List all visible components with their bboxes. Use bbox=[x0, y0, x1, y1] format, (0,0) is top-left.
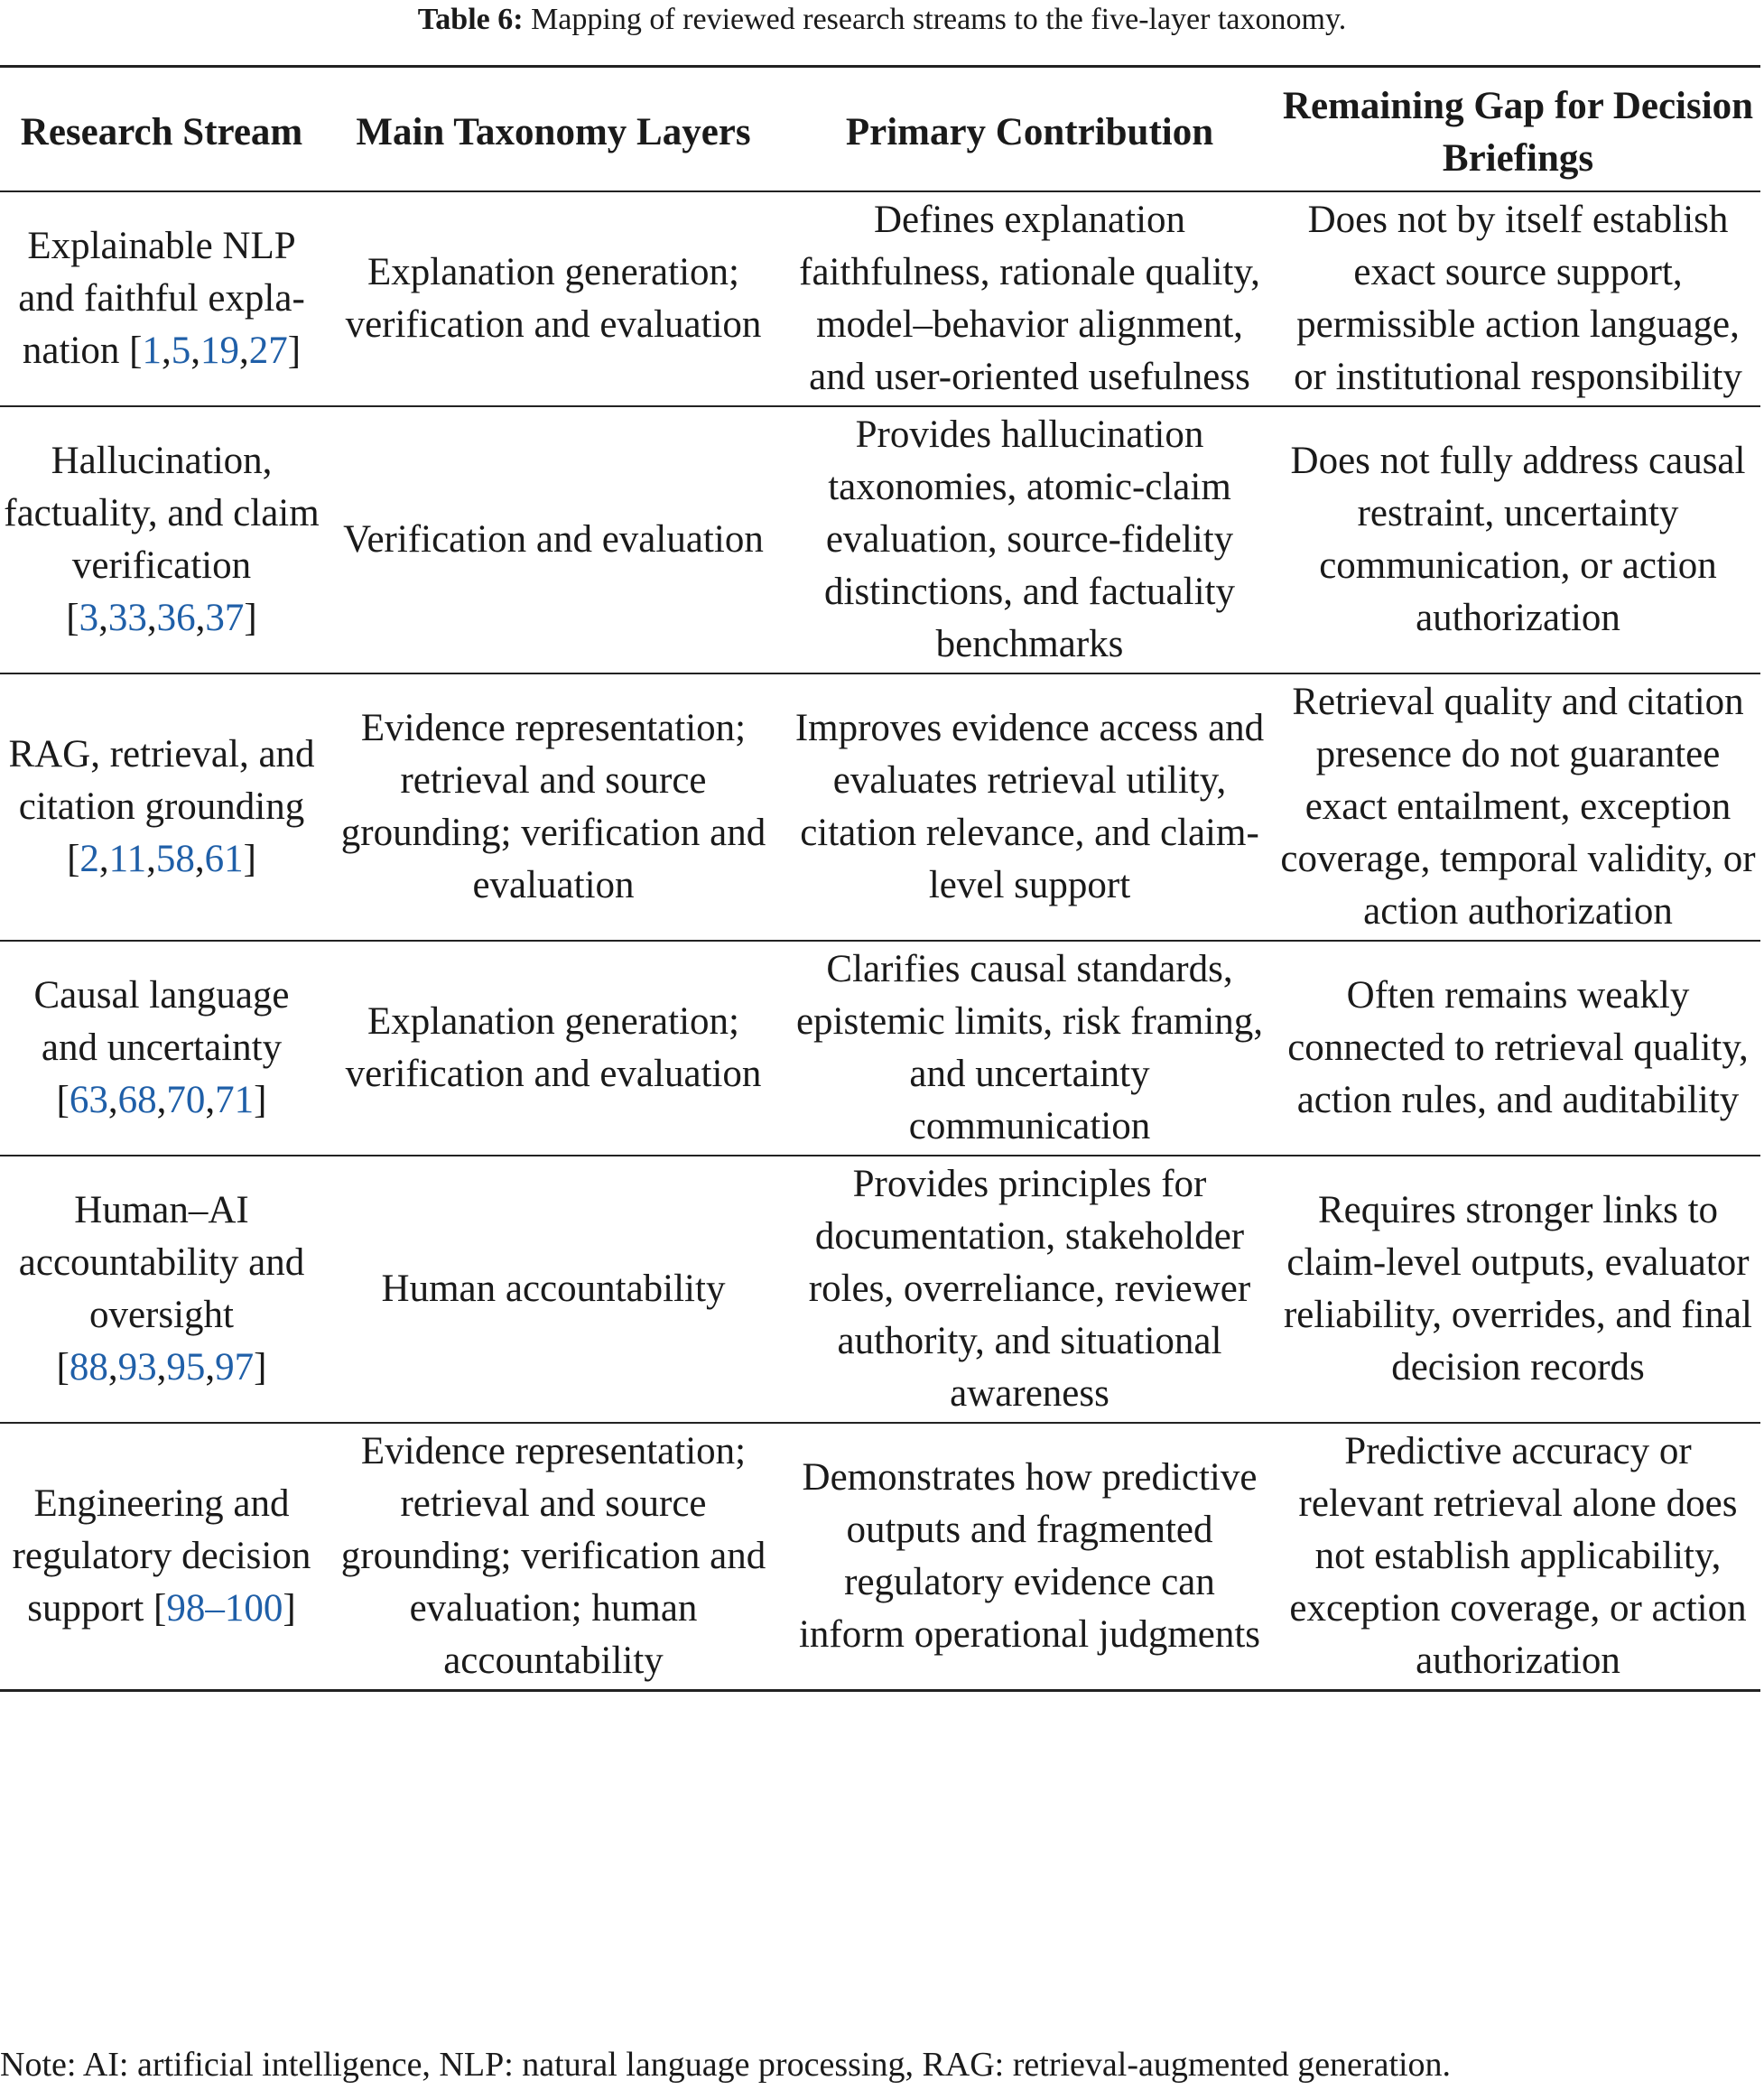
table-row bbox=[0, 406, 1760, 673]
cell-remaining-gap: Often remains weakly connected to retrieval quality, action rules, and auditability bbox=[1287, 974, 1749, 1121]
table-row bbox=[0, 1423, 1760, 1691]
stream-name: Explainable NLP and faithful explanation bbox=[18, 225, 305, 372]
citation-bracket-open: [ bbox=[153, 1587, 167, 1630]
cell-primary-contribution: Provides hallucination taxonomies, atomic-claim evaluation, source-fidelity distinctions, and factuality benchmarks bbox=[824, 413, 1235, 665]
cell-main-taxonomy-layers: Evidence representation; retrieval and source grounding; verification and evaluation; human accountability bbox=[340, 1430, 766, 1682]
cell-primary-contribution: Provides principles for documentation, stakeholder roles, overreliance, reviewer authority, and situational awareness bbox=[808, 1163, 1251, 1415]
table-row bbox=[0, 1156, 1760, 1423]
citation-link[interactable]: 2 bbox=[79, 838, 99, 880]
citation-link[interactable]: 61 bbox=[204, 838, 244, 880]
cell-main-taxonomy-layers: Explanation generation; verification and evaluation bbox=[345, 251, 762, 346]
taxonomy-table bbox=[0, 65, 1760, 1692]
citation-link[interactable]: 98–100 bbox=[166, 1587, 283, 1630]
citation-bracket-open: [ bbox=[56, 1079, 70, 1121]
cell-research-stream: Hallucination, factuality, and claim verification [3,33,36,37] bbox=[4, 440, 320, 639]
cell-research-stream: Explainable NLP and faithful explanation [1,5,19,27] bbox=[18, 225, 305, 372]
header-primary-contribution: Primary Contribution bbox=[845, 111, 1214, 153]
stream-name: Causal language and uncertainty bbox=[33, 974, 290, 1069]
stream-name: Human–AI accountability and oversight bbox=[18, 1189, 305, 1336]
caption-text: Mapping of reviewed research streams to the five-layer taxonomy. bbox=[531, 3, 1347, 36]
citation-bracket-open: [ bbox=[129, 330, 143, 372]
citation-bracket-close: ] bbox=[254, 1079, 267, 1121]
table-row bbox=[0, 191, 1760, 406]
citation-bracket-open: [ bbox=[56, 1346, 70, 1388]
table-caption bbox=[0, 0, 1764, 40]
citation-bracket-close: ] bbox=[287, 330, 302, 372]
citation-link[interactable]: 93 bbox=[117, 1346, 157, 1388]
citation-link[interactable]: 27 bbox=[248, 330, 288, 372]
cell-research-stream: Causal language and uncertainty [63,68,70,71] bbox=[33, 974, 290, 1121]
citation-link[interactable]: 33 bbox=[107, 597, 147, 639]
table-header-row bbox=[0, 67, 1760, 192]
cell-main-taxonomy-layers: Verification and evaluation bbox=[343, 518, 764, 561]
header-main-taxonomy-layers: Main Taxonomy Layers bbox=[356, 111, 751, 153]
stream-name: Engineering and regulatory decision support bbox=[12, 1482, 311, 1630]
table-row bbox=[0, 673, 1760, 941]
citation-link[interactable]: 11 bbox=[108, 838, 147, 880]
citation-bracket-open: [ bbox=[67, 838, 80, 880]
header-remaining-gap: Remaining Gap for Decision Briefings bbox=[1282, 85, 1754, 180]
citation-link[interactable]: 70 bbox=[166, 1079, 206, 1121]
citation-link[interactable]: 71 bbox=[215, 1079, 255, 1121]
cell-main-taxonomy-layers: Explanation generation; verification and evaluation bbox=[345, 1000, 762, 1095]
cell-research-stream: Human–AI accountability and oversight [88,93,95,97] bbox=[18, 1189, 305, 1388]
citation-link[interactable]: 3 bbox=[79, 597, 99, 639]
stream-name: RAG, retrieval, and citation grounding bbox=[8, 733, 315, 828]
cell-remaining-gap: Does not fully address causal restraint, uncertainty communication, or action authorization bbox=[1290, 440, 1746, 639]
caption-label: Table 6: bbox=[417, 3, 524, 36]
citation-link[interactable]: 88 bbox=[69, 1346, 108, 1388]
citation-link[interactable]: 97 bbox=[215, 1346, 255, 1388]
cell-primary-contribution: Improves evidence access and evaluates retrieval utility, citation relevance, and claim-level support bbox=[794, 707, 1265, 906]
citation-link[interactable]: 19 bbox=[200, 330, 239, 372]
citation-link[interactable]: 37 bbox=[205, 597, 245, 639]
citation-link[interactable]: 58 bbox=[155, 838, 195, 880]
citation-bracket-close: ] bbox=[243, 838, 256, 880]
stream-name: Hallucination, factuality, and claim verification bbox=[4, 440, 320, 587]
cell-remaining-gap: Does not by itself establish exact source support, permissible action language, or institutional responsibility bbox=[1294, 199, 1742, 398]
citation-link[interactable]: 36 bbox=[156, 597, 196, 639]
cell-main-taxonomy-layers: Evidence representation; retrieval and source grounding; verification and evaluation bbox=[340, 707, 766, 906]
cell-research-stream: RAG, retrieval, and citation grounding [2,11,58,61] bbox=[8, 733, 315, 880]
table-body bbox=[0, 191, 1760, 1691]
cell-remaining-gap: Retrieval quality and citation presence do not guarantee exact entailment, exception coverage, temporal validity, or action authorization bbox=[1280, 681, 1756, 933]
header-research-stream: Research Stream bbox=[20, 111, 303, 153]
citation-link[interactable]: 1 bbox=[142, 330, 162, 372]
cell-remaining-gap: Requires stronger links to claim-level outputs, evaluator reliability, overrides, and final decision records bbox=[1283, 1189, 1752, 1388]
cell-main-taxonomy-layers: Human accountability bbox=[381, 1268, 726, 1310]
citation-link[interactable]: 5 bbox=[171, 330, 191, 372]
citation-link[interactable]: 68 bbox=[117, 1079, 157, 1121]
table-note: Note: AI: artificial intelligence, NLP: natural language processing, RAG: retrieval-augmented generation. bbox=[0, 2046, 1452, 2084]
cell-research-stream bbox=[0, 1423, 323, 1691]
citation-bracket-close: ] bbox=[244, 597, 257, 639]
cell-primary-contribution: Clarifies causal standards, epistemic limits, risk framing, and uncertainty communication bbox=[795, 948, 1264, 1147]
citation-bracket-close: ] bbox=[283, 1587, 296, 1630]
table-row bbox=[0, 941, 1760, 1156]
cell-remaining-gap: Predictive accuracy or relevant retrieval alone does not establish applicability, exception coverage, or action authorization bbox=[1289, 1430, 1747, 1682]
citation-link[interactable]: 95 bbox=[166, 1346, 206, 1388]
cell-primary-contribution: Demonstrates how predictive outputs and fragmented regulatory evidence can inform operational judgments bbox=[798, 1456, 1261, 1656]
cell-primary-contribution: Defines explanation faithfulness, rationale quality, model–behavior alignment, and user-oriented usefulness bbox=[799, 199, 1260, 398]
citation-bracket-close: ] bbox=[254, 1346, 267, 1388]
citation-link[interactable]: 63 bbox=[69, 1079, 108, 1121]
citation-bracket-open: [ bbox=[66, 597, 79, 639]
